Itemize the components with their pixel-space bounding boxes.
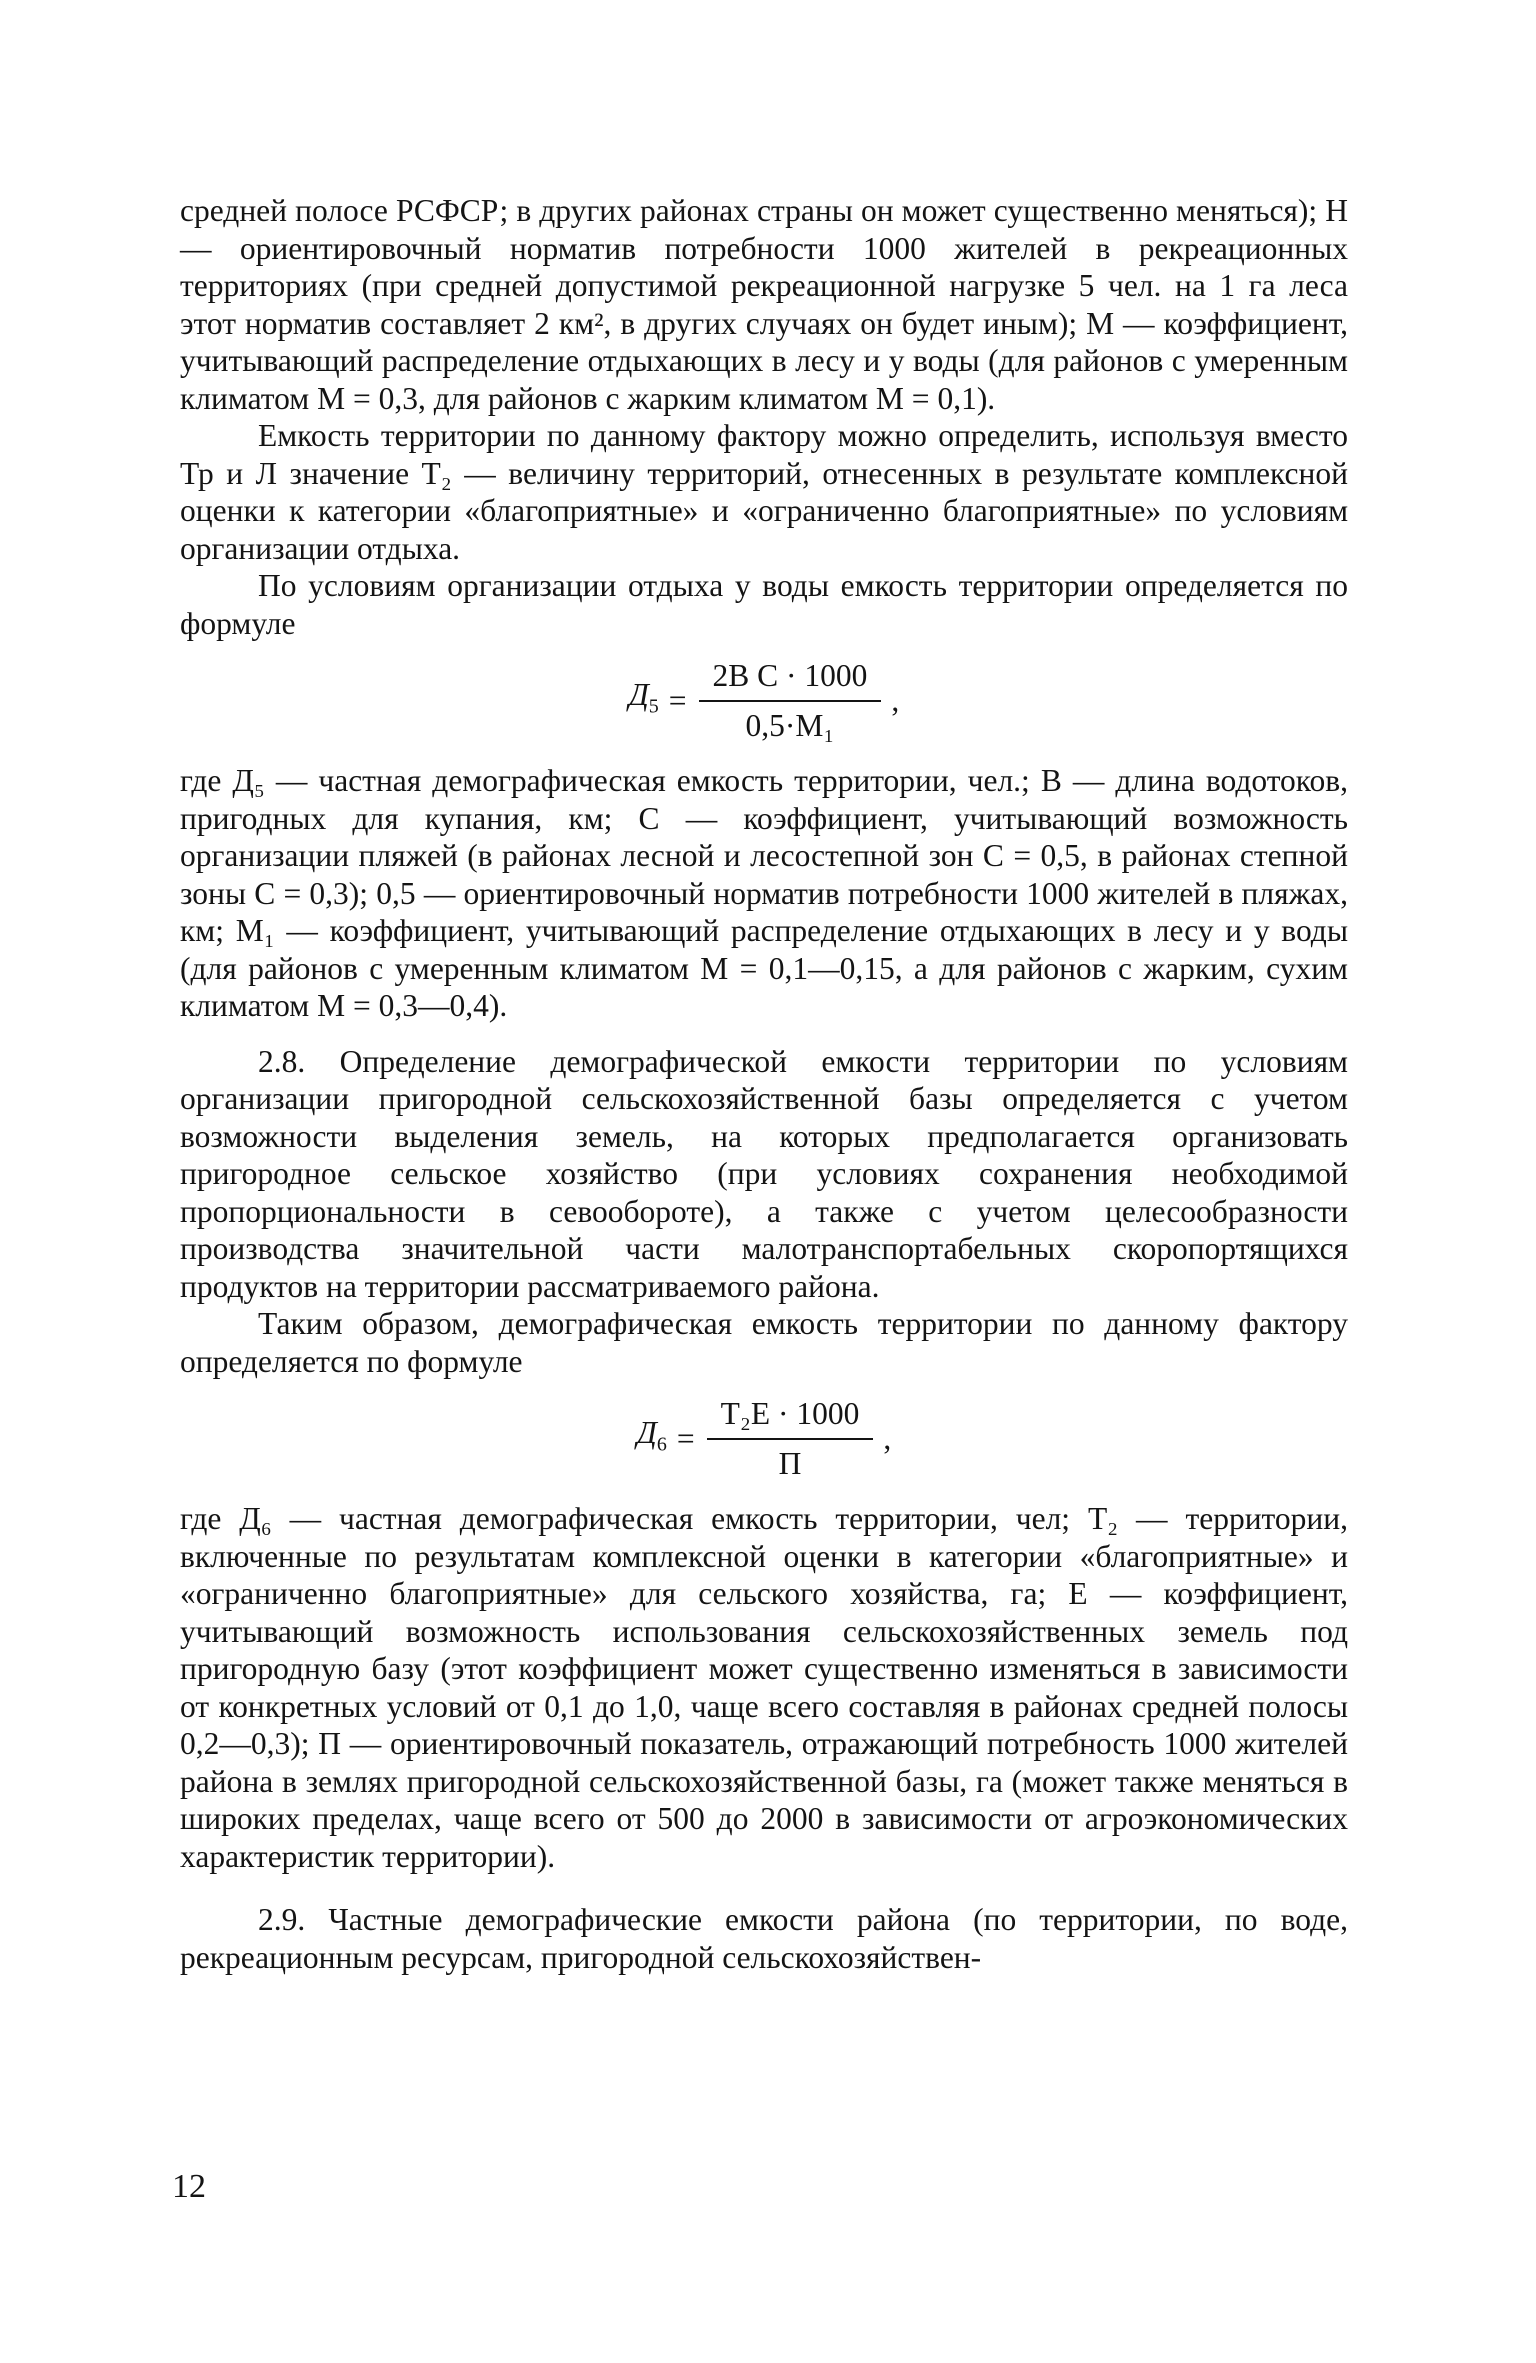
document-page — [180, 192, 1348, 1976]
formula-d5-comma: , — [891, 683, 900, 719]
page-number: 12 — [172, 2168, 206, 2205]
formula-d5-denominator: 0,5·М₁ — [745, 708, 835, 743]
paragraph-d6-definitions: где Д₆ — частная демографическая емкость территории, чел; Т₂ — территории, включенные по результатам комплексной оценки в категории «благоприятные» и «ограниченно благоприятные» для сельского хозяйства, га; Е — коэффициент, учитывающий возможность использования сельскохозяйственных земель под пригородную базу (этот коэффициент может существенно изменяться в зависимости от конкретных условий от 0,1 до 1,0, чаще всего составляя в районах средней полосы 0,2—0,3); П — ориентировочный показатель, отражающий потребность 1000 жителей района в землях пригородной сельскохозяйственной базы, га (может также меняться в широких пределах, чаще всего от 500 до 2000 в зависимости от агроэкономических характеристик территории). — [180, 1501, 1348, 1874]
formula-d5-fraction — [699, 656, 882, 746]
paragraph-section-2-9: 2.9. Частные демографические емкости района (по территории, по воде, рекреационным ресурсам, пригородной сельскохозяйствен- — [180, 1902, 1348, 1975]
formula-d6-numerator: Т₂Е · 1000 — [707, 1394, 874, 1440]
formula-d6-fraction — [707, 1394, 874, 1484]
paragraph-continuation: средней полосе РСФСР; в других районах страны он может существенно меняться); Н — ориентировочный норматив потребности 1000 жителей в рекреационных территориях (при средней допустимой рекреационной нагрузке 5 чел. на 1 га леса этот норматив составляет 2 км², в других случаях он будет иным); М — коэффициент, учитывающий распределение отдыхающих в лесу и у воды (для районов с умеренным климатом М = 0,3, для районов с жарким климатом М = 0,1). — [180, 193, 1348, 416]
formula-d6-equals: = — [676, 1421, 695, 1457]
formula-d5-symbol: Д — [628, 677, 649, 713]
formula-d6-symbol: Д — [636, 1415, 657, 1451]
paragraph-thus: Таким образом, демографическая емкость территории по данному фактору определяется по формуле — [180, 1306, 1348, 1379]
formula-d5-subscript: 5 — [648, 695, 659, 718]
formula-d5-equals: = — [668, 683, 687, 719]
paragraph-capacity-factor: Емкость территории по данному фактору можно определить, используя вместо Тр и Л значение Т₂ — величину территорий, отнесенных в результате комплексной оценки к категории «благоприятные» и «ограниченно благоприятные» по условиям организации отдыха. — [180, 418, 1348, 566]
spacer — [180, 1025, 1348, 1043]
formula-d6 — [180, 1394, 1348, 1484]
formula-d5 — [180, 656, 1348, 746]
formula-d5-lhs — [629, 676, 659, 726]
formula-d6-comma: , — [883, 1421, 892, 1457]
formula-d6-subscript: 6 — [656, 1433, 667, 1456]
formula-d5-numerator: 2В С · 1000 — [699, 656, 882, 702]
formula-d6-denominator: П — [778, 1446, 802, 1481]
paragraph-section-2-8: 2.8. Определение демографической емкости территории по условиям организации пригородной сельскохозяйственной базы определяется с учетом возможности выделения земель, на которых предполагается организовать пригородное сельское хозяйство (при условиях сохранения необходимой пропорциональности в севообороте), а также с учетом целесообразности производства значительной части малотранспортабельных скоропортящихся продуктов на территории рассматриваемого района. — [180, 1043, 1348, 1304]
spacer — [180, 1875, 1348, 1901]
paragraph-water-recreation: По условиям организации отдыха у воды емкость территории определяется по формуле — [180, 568, 1348, 641]
formula-d6-lhs — [637, 1414, 667, 1464]
paragraph-d5-definitions: где Д₅ — частная демографическая емкость территории, чел.; В — длина водотоков, пригодных для купания, км; С — коэффициент, учитывающий возможность организации пляжей (в районах лесной и лесостепной зон С = 0,5, в районах степной зоны С = 0,3); 0,5 — ориентировочный норматив потребности 1000 жителей в пляжах, км; М₁ — коэффициент, учитывающий распределение отдыхающих в лесу и у воды (для районов с умеренным климатом М = 0,1—0,15, а для районов с жарким, сухим климатом М = 0,3—0,4). — [180, 763, 1348, 1023]
